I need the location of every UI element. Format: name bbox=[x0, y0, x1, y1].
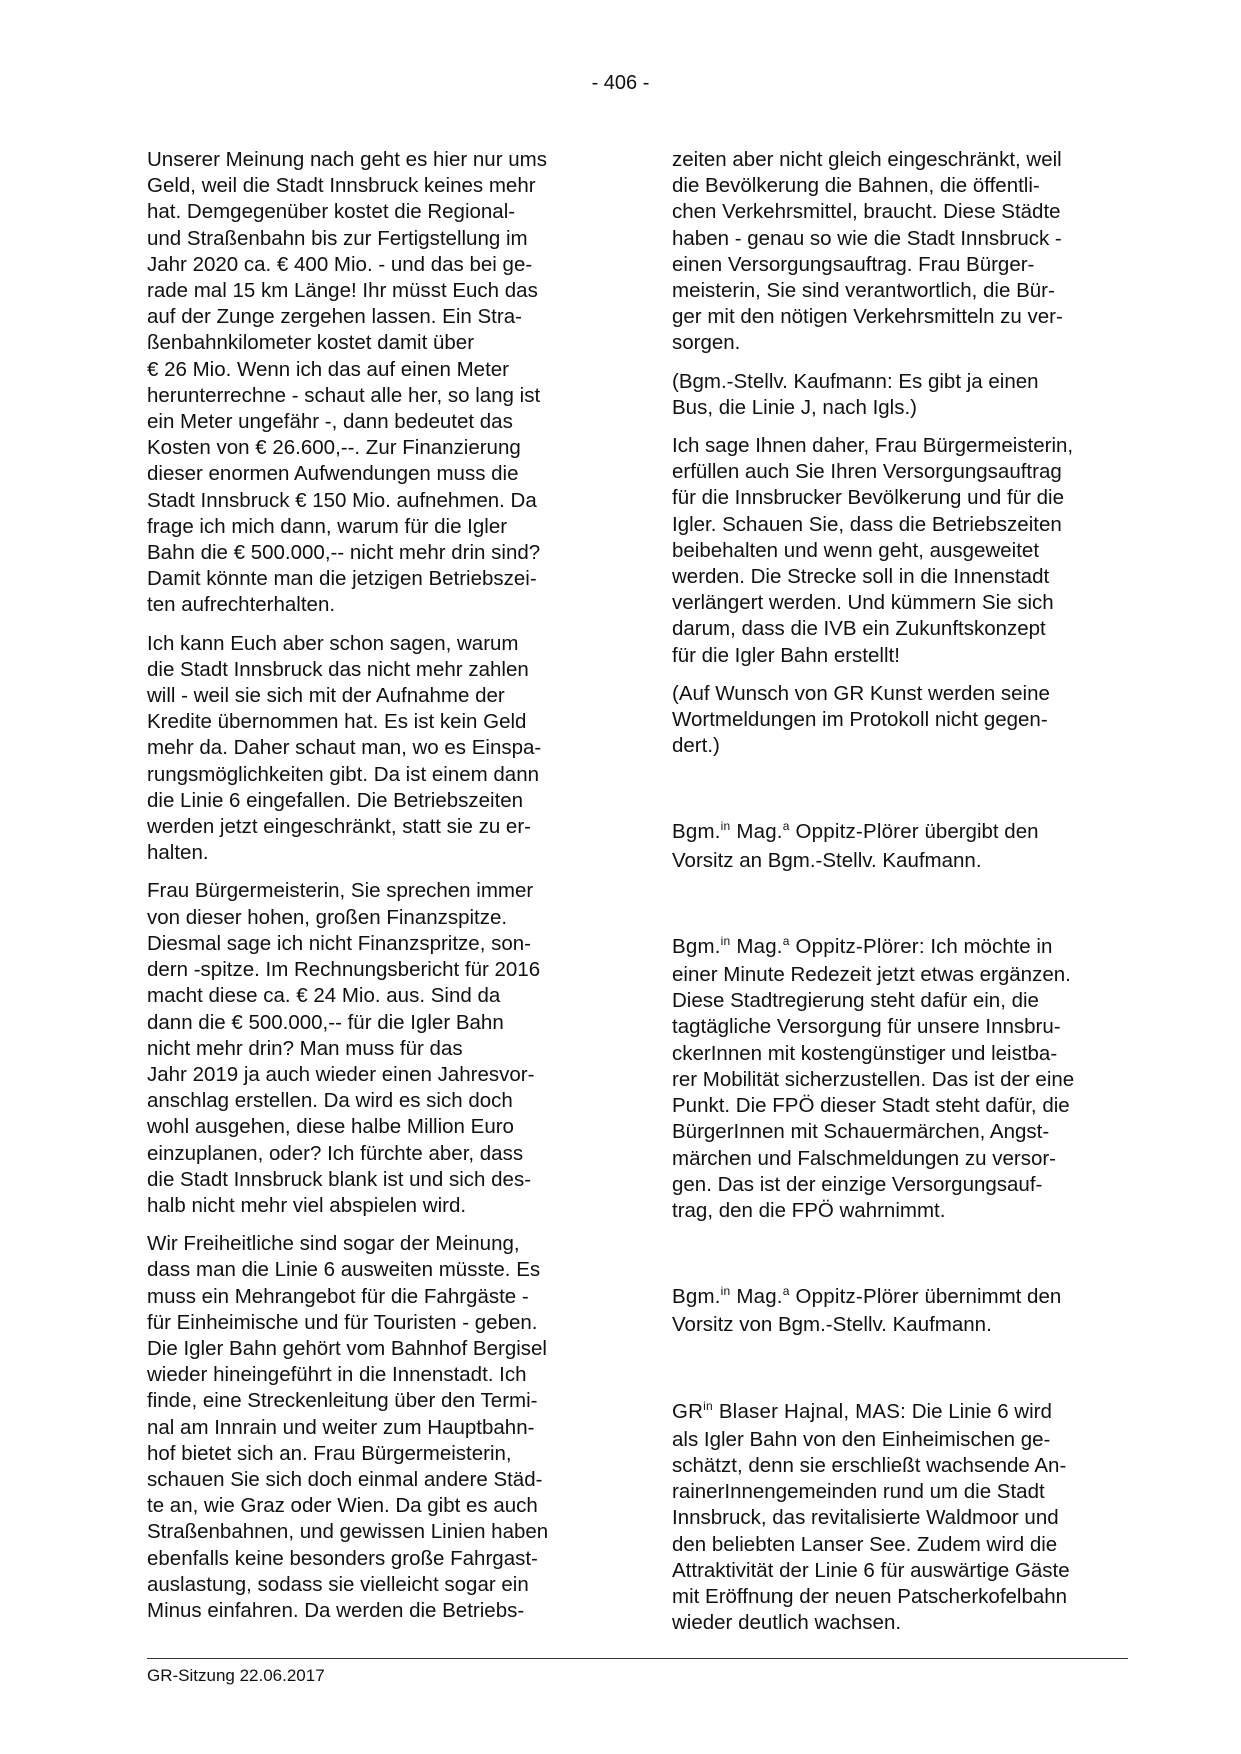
speaker-surname: Blaser Hajnal, MAS: bbox=[718, 1399, 907, 1423]
paragraph: Unserer Meinung nach geht es hier nur ums Geld, weil die Stadt Innsbruck keines mehr hat. Demgegenüber kostet die Regional- und Straßenbahn bis zur Fertigstellung im Jahr 2020 ca. € 400 Mio. - und das bei ge- rade mal 15 km Länge! Ihr müsst Euch das auf der Zunge zergehen lassen. Ein Stra- ßenbahnkilometer kostet damit über € 26 Mio. Wenn ich das auf einen Meter herunterrechne - schaut alle her, so lang ist ein Meter ungefähr -, dann bedeutet das Kosten von € 26.600,--. Zur Finanzierung dieser enormen Aufwendungen muss die Stadt Innsbruck € 150 Mio. aufnehmen. Da frage ich mich dann, warum für die Igler Bahn die € 500.000,-- nicht mehr drin sind? Damit könnte man die jetzigen Betriebszei- ten aufrechterhalten. bbox=[147, 148, 547, 617]
speaker-block bbox=[672, 1284, 1128, 1338]
speaker-block bbox=[672, 819, 1128, 873]
speaker-degree-sup: a bbox=[782, 933, 790, 948]
speaker-block bbox=[672, 1399, 1128, 1637]
speaker-title: GR bbox=[672, 1399, 704, 1423]
paragraph: Wir Freiheitliche sind sogar der Meinung, dass man die Linie 6 ausweiten müsste. Es muss ein Mehrangebot für die Fahrgäste - für Einheimische und für Touristen - geben. Die Igler Bahn gehört vom Bahnhof Bergisel wieder hineingeführt in die Innenstadt. Ich finde, eine Streckenleitung über den Termi- nal am Innrain und weiter zum Hauptbahn- hof bietet sich an. Frau Bürgermeisterin, schauen Sie sich doch einmal andere Städ- te an, wie Graz oder Wien. Da gibt es auch Straßenbahnen, und gewissen Linien haben ebenfalls keine besonders große Fahrgast- auslastung, sodass sie vielleicht sogar ein Minus einfahren. Da werden die Betriebs- bbox=[147, 1232, 549, 1622]
speaker-title-sup: in bbox=[720, 819, 731, 834]
speaker-name bbox=[672, 1285, 919, 1308]
speaker-text: Die Linie 6 wird als Igler Bahn von den Einheimischen ge- schätzt, denn sie erschließt wachsende An- rainerInnengemeinden rund um die Stadt Innsbruck, das revitalisierte Waldmoor und den beliebten Lanser See. Zudem wird die Attraktivität der Linie 6 für auswärtige Gäste mit Eröffnung der neuen Patscherkofelbahn wieder deutlich wachsen. bbox=[672, 1399, 1070, 1635]
right-column bbox=[672, 147, 1128, 1648]
speaker-degree-sup: a bbox=[782, 819, 790, 834]
speaker-title-sup: in bbox=[720, 1284, 731, 1299]
speaker-text: übernimmt den Vorsitz von Bgm.-Stellv. Kaufmann. bbox=[672, 1285, 1062, 1337]
footer-divider bbox=[147, 1658, 1128, 1659]
speaker-title: Bgm. bbox=[672, 820, 721, 844]
speaker-title: Bgm. bbox=[672, 1285, 721, 1309]
speaker-surname: Oppitz-Plörer: bbox=[795, 934, 925, 958]
speaker-degree: Mag. bbox=[736, 1285, 783, 1309]
speaker-degree: Mag. bbox=[736, 820, 783, 844]
speaker-text: übergibt den Vorsitz an Bgm.-Stellv. Kaufmann. bbox=[672, 820, 1039, 872]
interjection: (Bgm.-Stellv. Kaufmann: Es gibt ja einen Bus, die Linie J, nach Igls.) bbox=[672, 369, 1039, 419]
speaker-degree-sup: a bbox=[782, 1284, 790, 1299]
footer-session-date: GR-Sitzung 22.06.2017 bbox=[147, 1666, 325, 1685]
speaker-title-sup: in bbox=[703, 1398, 713, 1413]
speaker-name bbox=[672, 1400, 906, 1423]
speaker-title: Bgm. bbox=[672, 934, 721, 958]
speaker-block bbox=[672, 934, 1128, 1224]
page-number: - 406 - bbox=[591, 72, 650, 94]
paragraph: Ich kann Euch aber schon sagen, warum die Stadt Innsbruck das nicht mehr zahlen will - weil sie sich mit der Aufnahme der Kredite übernommen hat. Es ist kein Geld mehr da. Daher schaut man, wo es Einspa- rungsmöglichkeiten gibt. Da ist einem dann die Linie 6 eingefallen. Die Betriebszeiten werden jetzt eingeschränkt, statt sie zu er- halten. bbox=[147, 631, 542, 865]
speaker-name bbox=[672, 820, 919, 843]
left-column bbox=[147, 147, 603, 1636]
speaker-title-sup: in bbox=[720, 933, 731, 948]
paragraph: zeiten aber nicht gleich eingeschränkt, weil die Bevölkerung die Bahnen, die öffentli- chen Verkehrsmittel, braucht. Diese Städte haben - genau so wie die Stadt Innsbruck - einen Versorgungsauftrag. Frau Bürger- meisterin, Sie sind verantwortlich, die Bür- ger mit den nötigen Verkehrsmitteln zu ver- sorgen. bbox=[672, 148, 1063, 355]
speaker-degree: Mag. bbox=[736, 934, 783, 958]
protocol-note: (Auf Wunsch von GR Kunst werden seine Wortmeldungen im Protokoll nicht gegen- dert.) bbox=[672, 681, 1050, 758]
speaker-text: Ich möchte in einer Minute Redezeit jetzt etwas ergänzen. Diese Stadtregierung steht dafür ein, die tagtägliche Versorgung für unsere Innsbru- ckerInnen mit kostengünstiger und leistba- rer Mobilität sicherzustellen. Das ist der eine Punkt. Die FPÖ dieser Stadt steht dafür, die BürgerInnen mit Schauermärchen, Angst- märchen und Falschmeldungen zu versor- gen. Das ist der einzige Versorgungsauf- trag, den die FPÖ wahrnimmt. bbox=[672, 934, 1075, 1222]
speaker-name bbox=[672, 935, 925, 958]
paragraph: Frau Bürgermeisterin, Sie sprechen immer von dieser hohen, großen Finanzspitze. Diesmal sage ich nicht Finanzspritze, son- dern -spitze. Im Rechnungsbericht für 2016 macht diese ca. € 24 Mio. aus. Sind da dann die € 500.000,-- für die Igler Bahn nicht mehr drin? Man muss für das Jahr 2019 ja auch wieder einen Jahresvor- anschlag erstellen. Da wird es sich doch wohl ausgehen, diese halbe Million Euro einzuplanen, oder? Ich fürchte aber, dass die Stadt Innsbruck blank ist und sich des- halb nicht mehr viel abspielen wird. bbox=[147, 879, 541, 1217]
speaker-surname: Oppitz-Plörer bbox=[795, 1285, 919, 1309]
paragraph: Ich sage Ihnen daher, Frau Bürgermeisterin, erfüllen auch Sie Ihren Versorgungsauftrag für die Innsbrucker Bevölkerung und für die Igler. Schauen Sie, dass die Betriebszeiten beibehalten und wenn geht, ausgeweitet werden. Die Strecke soll in die Innenstadt verlängert werden. Und kümmern Sie sich darum, dass die IVB ein Zukunftskonzept für die Igler Bahn erstellt! bbox=[672, 434, 1074, 667]
speaker-surname: Oppitz-Plörer bbox=[795, 820, 919, 844]
